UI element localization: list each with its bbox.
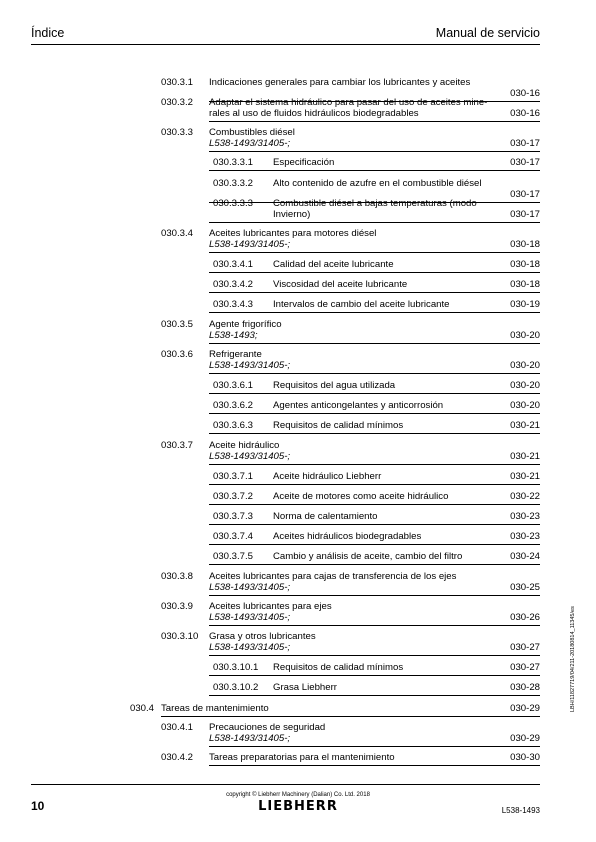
toc-title: Tareas de mantenimiento [161, 703, 269, 714]
toc-entry[interactable] [0, 601, 596, 627]
toc-rule [209, 595, 540, 596]
toc-title: Aceites lubricantes para ejes [209, 601, 332, 612]
toc-model-range: L538-1493/31405-; [209, 582, 291, 593]
toc-model-range: L538-1493/31405-; [209, 138, 291, 149]
toc-rule [209, 655, 540, 656]
toc-number: 030.3.7.3 [213, 511, 254, 522]
header-right: Manual de servicio [435, 26, 540, 40]
brand-logo: LIEBHERR [258, 799, 338, 814]
toc-page-ref: 030-21 [510, 451, 540, 462]
toc-number: 030.4 [130, 703, 155, 714]
toc-page-ref: 030-20 [510, 380, 540, 391]
toc-rule [209, 504, 540, 505]
toc-entry[interactable] [0, 722, 596, 748]
toc-rule [209, 433, 540, 434]
toc-entry[interactable] [0, 511, 596, 526]
toc-number: 030.3.10.2 [213, 682, 259, 693]
toc-title: Aceite de motores como aceite hidráulico [273, 491, 449, 502]
toc-title: Viscosidad del aceite lubricante [273, 279, 408, 290]
toc-rule [209, 373, 540, 374]
toc-page-ref: 030-27 [510, 642, 540, 653]
toc-page-ref: 030-21 [510, 420, 540, 431]
toc-title: Aceites lubricantes para motores diésel [209, 228, 377, 239]
toc-model-range: L538-1493; [209, 330, 258, 341]
toc-rule [209, 170, 540, 171]
toc-number: 030.3.10 [161, 631, 199, 642]
toc-rule [209, 625, 540, 626]
toc-number: 030.3.3.2 [213, 178, 254, 189]
toc-title: Aceite hidráulico Liebherr [273, 471, 382, 482]
toc-title: Agente frigorífico [209, 319, 282, 330]
toc-number: 030.3.7.2 [213, 491, 254, 502]
toc-entry[interactable] [0, 400, 596, 415]
toc-title: Adaptar el sistema hidráulico para pasar del uso de aceites mine-rales al uso de fluidos hidráulicos biodegradables [209, 97, 488, 119]
toc-entry[interactable] [0, 682, 596, 697]
toc-title: Especificación [273, 157, 335, 168]
toc-entry[interactable] [0, 127, 596, 153]
toc-model-range: L538-1493/31405-; [209, 451, 291, 462]
toc-entry[interactable] [0, 157, 596, 172]
toc-entry[interactable] [0, 97, 596, 123]
toc-number: 030.4.2 [161, 752, 194, 763]
document-code: L538-1493 [501, 806, 540, 815]
toc-title: Aceites hidráulicos biodegradables [273, 531, 422, 542]
toc-page-ref: 030-20 [510, 360, 540, 371]
toc-page-ref: 030-27 [510, 662, 540, 673]
toc-entry[interactable] [0, 279, 596, 294]
toc-page-ref: 030-19 [510, 299, 540, 310]
toc-entry[interactable] [0, 198, 596, 224]
toc-title: Calidad del aceite lubricante [273, 259, 394, 270]
footer-rule [31, 784, 540, 785]
toc-rule [209, 252, 540, 253]
toc-rule [209, 413, 540, 414]
header-left: Índice [31, 26, 65, 40]
copyright-text: copyright © Liebherr Machinery (Dalian) Co. Ltd. 2018 [226, 792, 370, 798]
toc-page-ref: 030-20 [510, 400, 540, 411]
toc-rule [209, 343, 540, 344]
toc-page-ref: 030-18 [510, 259, 540, 270]
toc-rule [209, 765, 540, 766]
toc-title: Precauciones de seguridad [209, 722, 326, 733]
toc-page-ref: 030-29 [510, 703, 540, 714]
toc-entry[interactable] [0, 491, 596, 506]
toc-entry[interactable] [0, 420, 596, 435]
toc-number: 030.3.6 [161, 349, 194, 360]
toc-page-ref: 030-23 [510, 531, 540, 542]
toc-entry[interactable] [0, 319, 596, 345]
toc-model-range: L538-1493/31405-; [209, 733, 291, 744]
toc-page-ref: 030-30 [510, 752, 540, 763]
toc-entry[interactable] [0, 631, 596, 657]
toc-model-range: L538-1493/31405-; [209, 642, 291, 653]
toc-number: 030.3.9 [161, 601, 194, 612]
toc-entry[interactable] [0, 259, 596, 274]
toc-title: Refrigerante [209, 349, 262, 360]
toc-page-ref: 030-29 [510, 733, 540, 744]
toc-page-ref: 030-25 [510, 582, 540, 593]
toc-page-ref: 030-26 [510, 612, 540, 623]
toc-entry[interactable] [0, 571, 596, 597]
side-code: LBH/11827719/04/211-20180814_11345/es [570, 606, 576, 712]
toc-page-ref: 030-21 [510, 471, 540, 482]
toc-number: 030.4.1 [161, 722, 194, 733]
toc-rule [209, 312, 540, 313]
toc-number: 030.3.7.5 [213, 551, 254, 562]
toc-entry[interactable] [0, 440, 596, 466]
toc-page-ref: 030-18 [510, 279, 540, 290]
toc-page-ref: 030-17 [510, 138, 540, 149]
header-rule [31, 44, 540, 45]
toc-title: Indicaciones generales para cambiar los lubricantes y aceites [209, 77, 471, 88]
toc-title: Aceites lubricantes para cajas de transferencia de los ejes [209, 571, 457, 582]
toc-number: 030.3.1 [161, 77, 194, 88]
toc-title: Norma de calentamiento [273, 511, 378, 522]
toc-number: 030.3.2 [161, 97, 194, 108]
toc-entry[interactable] [0, 228, 596, 254]
toc-rule [209, 222, 540, 223]
toc-entry[interactable] [0, 703, 596, 718]
toc-entry[interactable] [0, 471, 596, 486]
toc-page-ref: 030-16 [510, 88, 540, 99]
toc-rule [209, 564, 540, 565]
toc-entry[interactable] [0, 531, 596, 546]
toc-page-ref: 030-16 [510, 108, 540, 119]
toc-rule [209, 121, 540, 122]
toc-title: Tareas preparatorias para el mantenimiento [209, 752, 395, 763]
toc-page-ref: 030-17 [510, 157, 540, 168]
toc-number: 030.3.10.1 [213, 662, 259, 673]
toc-number: 030.3.5 [161, 319, 194, 330]
toc-page-ref: 030-20 [510, 330, 540, 341]
toc-rule [209, 151, 540, 152]
toc-page-ref: 030-24 [510, 551, 540, 562]
toc-number: 030.3.7.1 [213, 471, 254, 482]
toc-title: Combustibles diésel [209, 127, 295, 138]
toc-title: Grasa Liebherr [273, 682, 337, 693]
toc-entry[interactable] [0, 551, 596, 566]
toc-rule [209, 464, 540, 465]
toc-title: Requisitos del agua utilizada [273, 380, 396, 391]
toc-page-ref: 030-23 [510, 511, 540, 522]
toc-title: Agentes anticongelantes y anticorrosión [273, 400, 444, 411]
toc-rule [209, 746, 540, 747]
toc-rule [209, 393, 540, 394]
toc-number: 030.3.4 [161, 228, 194, 239]
toc-rule [209, 524, 540, 525]
toc-model-range: L538-1493/31405-; [209, 239, 291, 250]
toc-page-ref: 030-17 [510, 189, 540, 200]
toc-title: Aceite hidráulico [209, 440, 280, 451]
toc-page-ref: 030-22 [510, 491, 540, 502]
toc-number: 030.3.6.1 [213, 380, 254, 391]
toc-rule [209, 484, 540, 485]
toc-entry[interactable] [0, 752, 596, 767]
toc-title: Requisitos de calidad mínimos [273, 420, 404, 431]
toc-rule [209, 292, 540, 293]
toc-rule [209, 544, 540, 545]
toc-number: 030.3.8 [161, 571, 194, 582]
toc-page-ref: 030-18 [510, 239, 540, 250]
toc-rule [209, 675, 540, 676]
toc-page-ref: 030-28 [510, 682, 540, 693]
toc-model-range: L538-1493/31405-; [209, 612, 291, 623]
toc-title: Alto contenido de azufre en el combustible diésel [273, 178, 482, 189]
toc-rule [161, 716, 540, 717]
toc-entry[interactable] [0, 380, 596, 395]
toc-number: 030.3.6.3 [213, 420, 254, 431]
toc-title: Grasa y otros lubricantes [209, 631, 316, 642]
toc-number: 030.3.4.1 [213, 259, 254, 270]
toc-title: Requisitos de calidad mínimos [273, 662, 404, 673]
toc-number: 030.3.4.2 [213, 279, 254, 290]
toc-number: 030.3.3 [161, 127, 194, 138]
toc-rule [209, 272, 540, 273]
toc-number: 030.3.6.2 [213, 400, 254, 411]
toc-number: 030.3.7 [161, 440, 194, 451]
toc-title: Combustible diésel a bajas temperaturas (modo Invierno) [273, 198, 477, 220]
toc-rule [209, 695, 540, 696]
toc-entry[interactable] [0, 349, 596, 375]
toc-number: 030.3.7.4 [213, 531, 254, 542]
toc-title: Cambio y análisis de aceite, cambio del filtro [273, 551, 463, 562]
page-number: 10 [31, 799, 45, 813]
toc-number: 030.3.4.3 [213, 299, 254, 310]
toc-number: 030.3.3.3 [213, 198, 254, 209]
toc-model-range: L538-1493/31405-; [209, 360, 291, 371]
toc-entry[interactable] [0, 662, 596, 677]
toc-number: 030.3.3.1 [213, 157, 254, 168]
toc-title: Intervalos de cambio del aceite lubricante [273, 299, 450, 310]
toc-entry[interactable] [0, 299, 596, 314]
toc-page-ref: 030-17 [510, 209, 540, 220]
